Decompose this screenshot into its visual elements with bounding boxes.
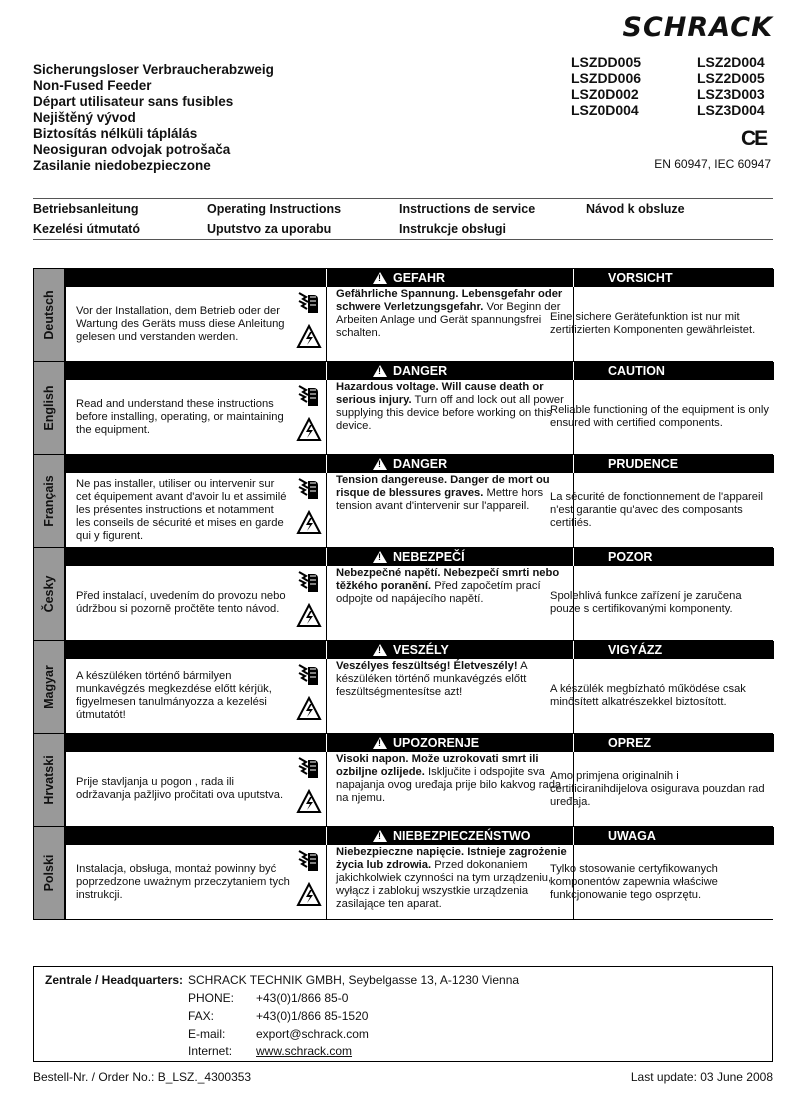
- electric-hand-icon: [296, 289, 324, 324]
- danger-bold: Veszélyes feszültség! Életveszély!: [336, 660, 518, 672]
- caution-text: [550, 287, 772, 361]
- danger-text: [336, 753, 571, 805]
- product-code: LSZ3D004: [697, 102, 765, 118]
- fax-label: FAX:: [188, 1009, 215, 1023]
- language-label: [34, 734, 65, 826]
- hazard-icons: [296, 382, 324, 452]
- instr-hu: Kezelési útmutató: [33, 222, 140, 236]
- intro-content: A készüléken történő bármilyen munkavégzés megkezdése előtt kérjük, figyelmesen tanulmányozza a kezelési útmutatót!: [76, 670, 272, 721]
- email-value: export@schrack.com: [256, 1027, 369, 1041]
- product-code: LSZDD005: [571, 54, 642, 70]
- title-cz: Nejištěný vývod: [33, 110, 136, 125]
- product-code: LSZ0D002: [571, 86, 639, 102]
- danger-title-text: NIEBEZPIECZEŃSTWO: [393, 829, 531, 843]
- danger-title: [357, 362, 574, 380]
- caution-text: [550, 659, 772, 733]
- danger-title-text: VESZÉLY: [393, 643, 449, 657]
- warning-icon: [373, 458, 387, 470]
- language-name: Magyar: [42, 665, 56, 709]
- safety-row: [34, 548, 773, 641]
- high-voltage-icon: [296, 696, 324, 727]
- danger-detail: Isključite i odspojite sva napajanja ovog uređaja prije bilo kakvog rada na njemu.: [336, 766, 562, 804]
- high-voltage-icon: [296, 417, 324, 448]
- high-voltage-icon: [296, 882, 324, 913]
- language-label: [34, 362, 65, 454]
- last-update: Last update: 03 June 2008: [630, 1070, 773, 1084]
- language-name: Hrvatski: [42, 755, 56, 805]
- intro-content: Instalacja, obsługa, montaż powinny być poprzedzone uważnym przeczytaniem tych instrukcji.: [76, 862, 290, 901]
- safety-row: [34, 269, 773, 362]
- caution-title: POZOR: [608, 550, 653, 564]
- danger-title-text: DANGER: [393, 457, 448, 471]
- danger-detail: Před započetím prací odpojte od napájecího napětí.: [336, 580, 541, 605]
- title-en: Non-Fused Feeder: [33, 78, 152, 93]
- product-code: LSZ3D003: [697, 86, 765, 102]
- warning-icon: [373, 551, 387, 563]
- high-voltage-icon: [296, 510, 324, 541]
- instruction-titles: [33, 198, 773, 240]
- language-label: [34, 548, 65, 640]
- fax-value: +43(0)1/866 85-1520: [256, 1009, 369, 1023]
- danger-detail: Turn off and lock out all power supplying this device before working on this device.: [336, 394, 564, 432]
- internet-link[interactable]: www.schrack.com: [256, 1044, 353, 1058]
- danger-text: [336, 288, 571, 340]
- danger-bold: Nebezpečné napětí. Nebezpečí smrti nebo těžkého poranění.: [336, 567, 560, 592]
- caution-title: VORSICHT: [608, 271, 673, 285]
- intro-content: Prije stavljanja u pogon , rada ili održavanja pažljivo pročitati ova uputstva.: [76, 776, 284, 801]
- language-label: [34, 455, 65, 547]
- danger-text: [336, 567, 571, 606]
- safety-row: [34, 455, 773, 548]
- warning-icon: [373, 272, 387, 284]
- warning-icon: [373, 365, 387, 377]
- intro-text: [76, 380, 291, 454]
- high-voltage-icon: [296, 603, 324, 634]
- warning-icon: [373, 644, 387, 656]
- instr-cz: Návod k obsluze: [586, 202, 685, 216]
- danger-title-text: NEBEZPEČÍ: [393, 550, 465, 564]
- danger-title: [357, 734, 574, 752]
- intro-content: Před instalací, uvedením do provozu nebo údržbou si pozorně pročtěte tento návod.: [76, 590, 286, 615]
- language-label: [34, 269, 65, 361]
- language-label: [34, 827, 65, 919]
- phone-label: PHONE:: [188, 991, 235, 1005]
- danger-detail: Mettre hors tension avant d'intervenir sur l'appareil.: [336, 487, 544, 512]
- instr-de: Betriebsanleitung: [33, 202, 139, 216]
- safety-table: [33, 268, 773, 920]
- electric-hand-icon: [296, 568, 324, 603]
- caution-text: [550, 752, 772, 826]
- danger-text: [336, 381, 571, 433]
- safety-row: [34, 362, 773, 455]
- caution-content: Reliable functioning of the equipment is only ensured with certified components.: [550, 404, 769, 429]
- ce-mark: CE: [741, 127, 767, 150]
- language-name: Français: [42, 475, 56, 527]
- danger-title-text: GEFAHR: [393, 271, 446, 285]
- hq-company: SCHRACK TECHNIK GMBH, Seybelgasse 13, A-1230 Vienna: [188, 973, 520, 987]
- warning-icon: [373, 830, 387, 842]
- title-pl: Zasilanie niedobezpieczone: [33, 158, 211, 173]
- caution-text: [550, 380, 772, 454]
- caution-content: La sécurité de fonctionnement de l'appareil n'est garantie qu'avec des composants certifiés.: [550, 490, 763, 529]
- danger-title-text: UPOZORENJE: [393, 736, 480, 750]
- danger-text: [336, 846, 571, 911]
- electric-hand-icon: [296, 661, 324, 696]
- danger-title-text: DANGER: [393, 364, 448, 378]
- danger-bold: Tension dangereuse. Danger de mort ou risque de blessures graves.: [336, 474, 550, 499]
- caution-title: OPREZ: [608, 736, 652, 750]
- caution-title: CAUTION: [608, 364, 665, 378]
- instr-en: Operating Instructions: [207, 202, 342, 216]
- hazard-icons: [296, 754, 324, 824]
- danger-title: [357, 827, 574, 845]
- electric-hand-icon: [296, 382, 324, 417]
- intro-text: [76, 752, 291, 826]
- safety-row: [34, 734, 773, 827]
- hazard-icons: [296, 847, 324, 917]
- instr-pl: Instrukcje obsługi: [399, 222, 506, 236]
- electric-hand-icon: [296, 475, 324, 510]
- title-de: Sicherungsloser Verbraucherabzweig: [33, 62, 274, 77]
- hazard-icons: [296, 475, 324, 545]
- norm-reference: EN 60947, IEC 60947: [654, 157, 771, 171]
- danger-bold: Visoki napon. Može uzrokovati smrt ili ozbiljne ozlijede.: [336, 753, 539, 778]
- danger-title: [357, 548, 574, 566]
- caution-title: UWAGA: [608, 829, 656, 843]
- caution-text: [550, 566, 772, 640]
- hazard-icons: [296, 568, 324, 638]
- high-voltage-icon: [296, 324, 324, 355]
- intro-content: Vor der Installation, dem Betrieb oder der Wartung des Geräts muss diese Anleitung gelesen und verstanden werden.: [76, 304, 285, 343]
- title-fr: Départ utilisateur sans fusibles: [33, 94, 234, 109]
- danger-bold: Hazardous voltage. Will cause death or serious injury.: [336, 381, 544, 406]
- caution-content: Spolehlivá funkce zařízení je zaručena pouze s certifikovanými komponenty.: [550, 590, 742, 615]
- danger-detail: Przed dokonaniem jakichkolwiek czynności na tym urządzeniu, wyłącz i zablokuj wszystkie urządzenia zasilające ten aparat.: [336, 859, 552, 910]
- danger-detail: Vor Beginn der Arbeiten Anlage und Gerät spannungsfrei schalten.: [336, 301, 561, 339]
- caution-content: Tylko stosowanie certyfikowanych komponentów zapewnia właściwe funkcjonowanie tego osprzętu.: [550, 862, 718, 901]
- title-hr: Neosiguran odvojak potrošača: [33, 142, 231, 157]
- danger-bold: Niebezpieczne napięcie. Istnieje zagrożenie życia lub zdrowia.: [336, 846, 567, 871]
- intro-text: [76, 845, 291, 919]
- instr-fr: Instructions de service: [399, 202, 536, 216]
- schrack-logo: SCHRACK: [622, 12, 773, 43]
- title-hu: Biztosítás nélküli táplálás: [33, 126, 198, 141]
- phone-value: +43(0)1/866 85-0: [256, 991, 349, 1005]
- caution-text: [550, 473, 772, 547]
- caution-content: Amo primjena originalnih i certificiranihdijelova osigurava pouzdan rad uređaja.: [550, 769, 765, 808]
- hazard-icons: [296, 661, 324, 731]
- intro-text: [76, 473, 291, 547]
- order-number: Bestell-Nr. / Order No.: B_LSZ._4300353: [33, 1070, 252, 1084]
- intro-content: Ne pas installer, utiliser ou intervenir sur cet équipement avant d'avoir lu et assimilé les présentes instructions et notamment les conseils de sécurité et mises en garde qui y figurent.: [76, 477, 287, 542]
- danger-detail: A készüléken történő munkavégzés előtt feszültségmentesítse azt!: [336, 660, 527, 698]
- danger-text: [336, 660, 571, 699]
- product-code: LSZ2D005: [697, 70, 765, 86]
- internet-label: Internet:: [188, 1044, 233, 1058]
- instr-hr: Uputstvo za uporabu: [207, 222, 332, 236]
- headquarters-box: [33, 966, 773, 1062]
- high-voltage-icon: [296, 789, 324, 820]
- email-label: E-mail:: [188, 1027, 226, 1041]
- safety-row: [34, 641, 773, 734]
- caution-title: VIGYÁZZ: [608, 643, 663, 657]
- product-titles: [33, 62, 274, 174]
- warning-icon: [373, 737, 387, 749]
- danger-title: [357, 269, 574, 287]
- product-code: LSZDD006: [571, 70, 642, 86]
- danger-text: [336, 474, 571, 513]
- hq-label: Zentrale / Headquarters:: [45, 973, 184, 987]
- danger-title: [357, 455, 574, 473]
- intro-text: [76, 287, 291, 361]
- danger-title: [357, 641, 574, 659]
- caution-content: A készülék megbízható működése csak minősített alkatrészekkel biztosított.: [550, 683, 746, 708]
- language-name: English: [42, 385, 56, 431]
- language-name: Česky: [42, 575, 56, 613]
- product-code: LSZ2D004: [697, 54, 765, 70]
- intro-text: [76, 566, 291, 640]
- product-code: LSZ0D004: [571, 102, 639, 118]
- hazard-icons: [296, 289, 324, 359]
- caution-content: Eine sichere Gerätefunktion ist nur mit zertifizierten Komponenten gewährleistet.: [550, 311, 756, 336]
- language-name: Deutsch: [42, 290, 56, 340]
- intro-text: [76, 659, 291, 733]
- danger-bold: Gefährliche Spannung. Lebensgefahr oder schwere Verletzungsgefahr.: [336, 288, 563, 313]
- electric-hand-icon: [296, 754, 324, 789]
- language-name: Polski: [42, 854, 56, 892]
- caution-text: [550, 845, 772, 919]
- electric-hand-icon: [296, 847, 324, 882]
- language-label: [34, 641, 65, 733]
- intro-content: Read and understand these instructions before installing, operating, or maintaining the equipment.: [76, 397, 284, 436]
- safety-row: [34, 827, 773, 920]
- caution-title: PRUDENCE: [608, 457, 679, 471]
